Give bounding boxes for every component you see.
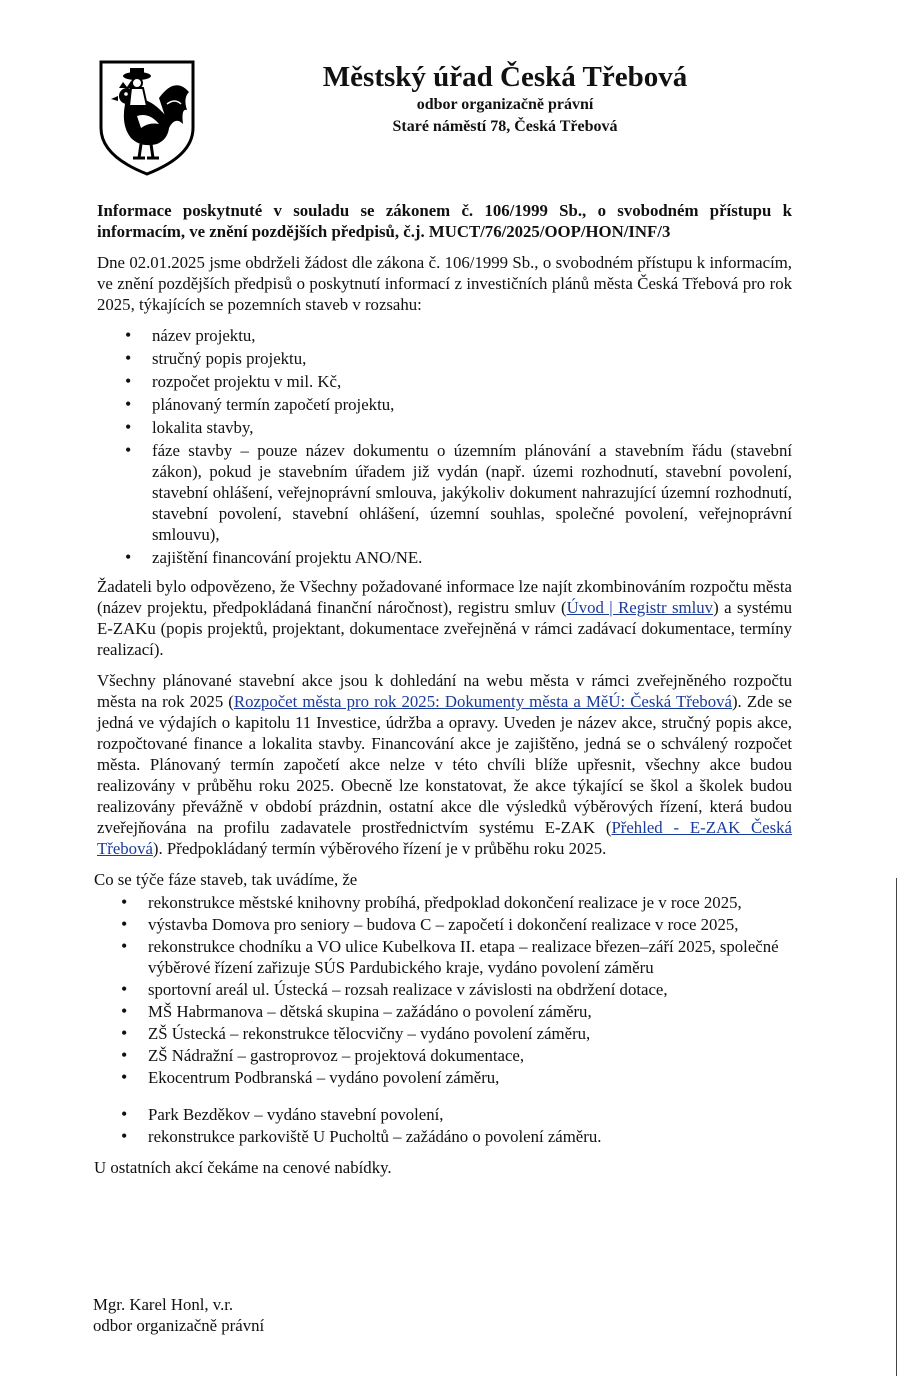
list-item: • ZŠ Ústecká – rekonstrukce tělocvičny – vydáno povolení záměru, xyxy=(148,1023,792,1044)
list-item: • rekonstrukce parkoviště U Pucholtů – zažádáno o povolení záměru. xyxy=(148,1126,792,1147)
budget-text: Všechny plánované stavební akce jsou k dohledání na webu města v rámci zveřejněného rozpočtu města na rok 2025 ( xyxy=(97,671,792,711)
answer-text: Žadateli bylo odpovězeno, že Všechny požadované informace lze najít zkombinováním rozpočtu města (název projektu, předpokládaná finanční náročnost), registru smluv ( xyxy=(97,577,792,617)
answer-paragraph xyxy=(97,576,792,660)
list-item: • sportovní areál ul. Ústecká – rozsah realizace v závislosti na obdržení dotace, xyxy=(148,979,792,1000)
list-item: • rozpočet projektu v mil. Kč, xyxy=(152,371,792,392)
requested-items-list xyxy=(97,325,792,568)
list-item: • zajištění financování projektu ANO/NE. xyxy=(152,547,792,568)
status-intro: Co se týče fáze staveb, tak uvádíme, že xyxy=(94,870,358,889)
budget-text: ). Předpokládaný termín výběrového řízení je v průběhu roku 2025. xyxy=(152,839,607,858)
list-item: • Park Bezděkov – vydáno stavební povolení, xyxy=(148,1104,792,1125)
answer-text: ) a systému E-ZAKu (popis projektů, projektant, dokumentace zveřejněná v rámci zadávací dokumentace, termíny realizací). xyxy=(97,598,792,659)
closing-sentence: U ostatních akcí čekáme na cenové nabídky. xyxy=(94,1158,392,1177)
e-zak-link[interactable]: Přehled - E-ZAK Česká Třebová xyxy=(97,818,792,858)
budget-text: ). Zde se jedná ve výdajích o kapitolu 11 Investice, údržba a opravy. Uveden je název akce, stručný popis akce, rozpočtované finance a lokalita stavby. Financování akce je zajištěno, jedná se o schválený rozpočet města. Plánovaný termín započetí akce nelze v této chvíli blíže upřesnit, všechny akce budou realizovány v průběhu roku 2025. Obecně lze konstatovat, že akce týkající se škol a školek budou realizovány převážně v období prázdnin, ostatní akce dle výsledků výběrových řízení, která budou zveřejňována na profilu zadavatele prostřednictvím systému E-ZAK ( xyxy=(97,692,792,837)
letterhead xyxy=(200,60,810,138)
list-item: • lokalita stavby, xyxy=(152,417,792,438)
list-item: • rekonstrukce chodníku a VO ulice Kubelkova II. etapa – realizace březen–září 2025, společné výběrové řízení zařizuje SÚS Pardubického kraje, vydáno povolení záměru xyxy=(148,936,792,978)
list-item: • plánovaný termín započetí projektu, xyxy=(152,394,792,415)
page-edge-line xyxy=(896,878,897,1376)
rozpocet-link[interactable]: Rozpočet města pro rok 2025: Dokumenty města a MěÚ: Česká Třebová xyxy=(233,692,732,711)
rooster-coat-of-arms-icon xyxy=(97,58,197,178)
list-item: • MŠ Habrmanova – dětská skupina – zažádáno o povolení záměru, xyxy=(148,1001,792,1022)
list-item: • rekonstrukce městské knihovny probíhá, předpoklad dokončení realizace je v roce 2025, xyxy=(148,892,792,913)
signatory-department: odbor organizačně právní xyxy=(93,1316,265,1335)
list-item: • Ekocentrum Podbranská – vydáno povolení záměru, xyxy=(148,1067,792,1088)
list-item: • název projektu, xyxy=(152,325,792,346)
list-item: • ZŠ Nádražní – gastroprovoz – projektová dokumentace, xyxy=(148,1045,792,1066)
department-line: odbor organizačně právní xyxy=(416,96,594,113)
registr-smluv-link[interactable]: Úvod | Registr smluv xyxy=(566,598,714,617)
budget-paragraph xyxy=(97,670,792,859)
office-title: Městský úřad Česká Třebová xyxy=(322,61,688,93)
intro-paragraph: Dne 02.01.2025 jsme obdrželi žádost dle zákona č. 106/1999 Sb., o svobodném přístupu k informacím, ve znění pozdějších předpisů o poskytnutí informací z investičních plánů města Česká Třebová pro rok 2025, týkajících se pozemních staveb v rozsahu: xyxy=(97,253,792,314)
construction-status-list xyxy=(97,892,792,1147)
document-body xyxy=(94,200,792,1178)
list-item: • výstavba Domova pro seniory – budova C – započetí i dokončení realizace v roce 2025, xyxy=(148,914,792,935)
signatory-name: Mgr. Karel Honl, v.r. xyxy=(93,1295,234,1314)
subject-heading: Informace poskytnuté v souladu se zákonem č. 106/1999 Sb., o svobodném přístupu k informacím, ve znění pozdějších předpisů, č.j. MUCT/76/2025/OOP/HON/INF/3 xyxy=(97,201,792,241)
signature-block xyxy=(93,1294,264,1336)
list-item: • fáze stavby – pouze název dokumentu o územním plánování a stavebním řádu (stavební zákon), pokud je stavebním úřadem již vydán (např. územi rozhodnutí, stavební povolení, stavební ohlášení, veřejnoprávní smlouva, jakýkoliv dokument nahrazující územní rozhodnutí, stavební povolení, stavební ohlášení, územní souhlas, společné povolení, veřejnoprávní smlouvu), xyxy=(152,440,792,545)
address-line: Staré náměstí 78, Česká Třebová xyxy=(392,118,618,135)
list-item: • stručný popis projektu, xyxy=(152,348,792,369)
